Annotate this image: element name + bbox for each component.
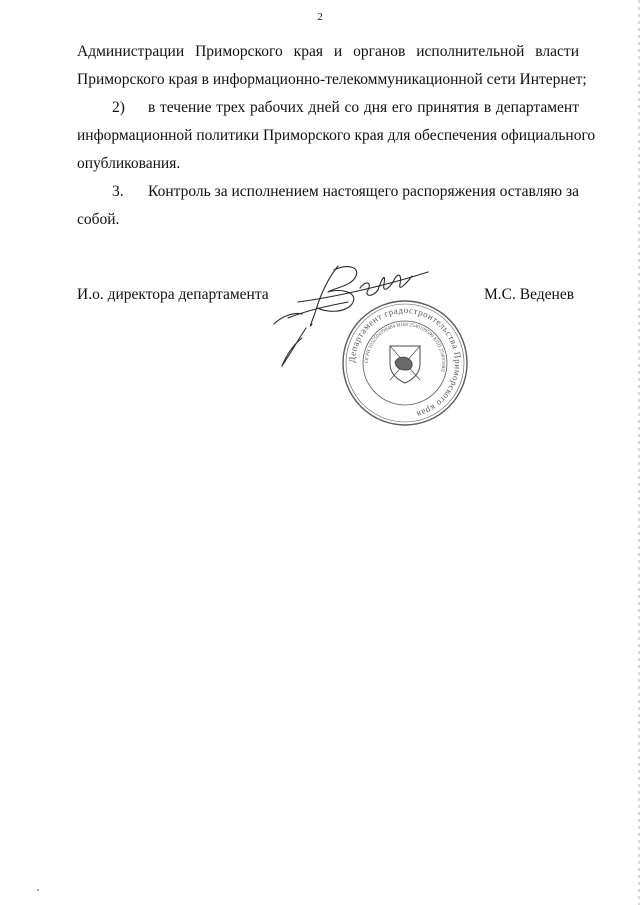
official-stamp bbox=[340, 298, 470, 428]
scan-artifact bbox=[37, 889, 39, 891]
signer-name: М.С. Веденев bbox=[484, 286, 575, 303]
item-3-line-1: Контроль за исполнением настоящего распоряжения оставляю за bbox=[148, 183, 579, 200]
item-2-line-3: опубликования. bbox=[77, 155, 181, 172]
item-2-number: 2) bbox=[112, 99, 125, 116]
item-2-line-1: в течение трех рабочих дней со дня его принятия в департамент bbox=[148, 99, 579, 116]
coat-of-arms-icon bbox=[390, 346, 420, 383]
svg-text:ОГРН 1052504398484 ИНН 2540109: ОГРН 1052504398484 ИНН 2540109590 КПП 254001001 bbox=[363, 321, 447, 373]
svg-text:Департамент градостроительства: Департамент градостроительства Приморского края bbox=[346, 304, 464, 420]
body-line-2: Приморского края в информационно-телекоммуникационной сети Интернет; bbox=[77, 71, 587, 88]
page-number: 2 bbox=[317, 11, 323, 23]
body-line-1: Администрации Приморского края и органов исполнительной власти bbox=[77, 43, 579, 60]
signer-title: И.о. директора департамента bbox=[77, 286, 269, 303]
item-2-line-2: информационной политики Приморского края для обеспечения официального bbox=[77, 127, 596, 144]
item-3-number: 3. bbox=[112, 183, 124, 200]
item-3-line-2: собой. bbox=[77, 211, 120, 228]
